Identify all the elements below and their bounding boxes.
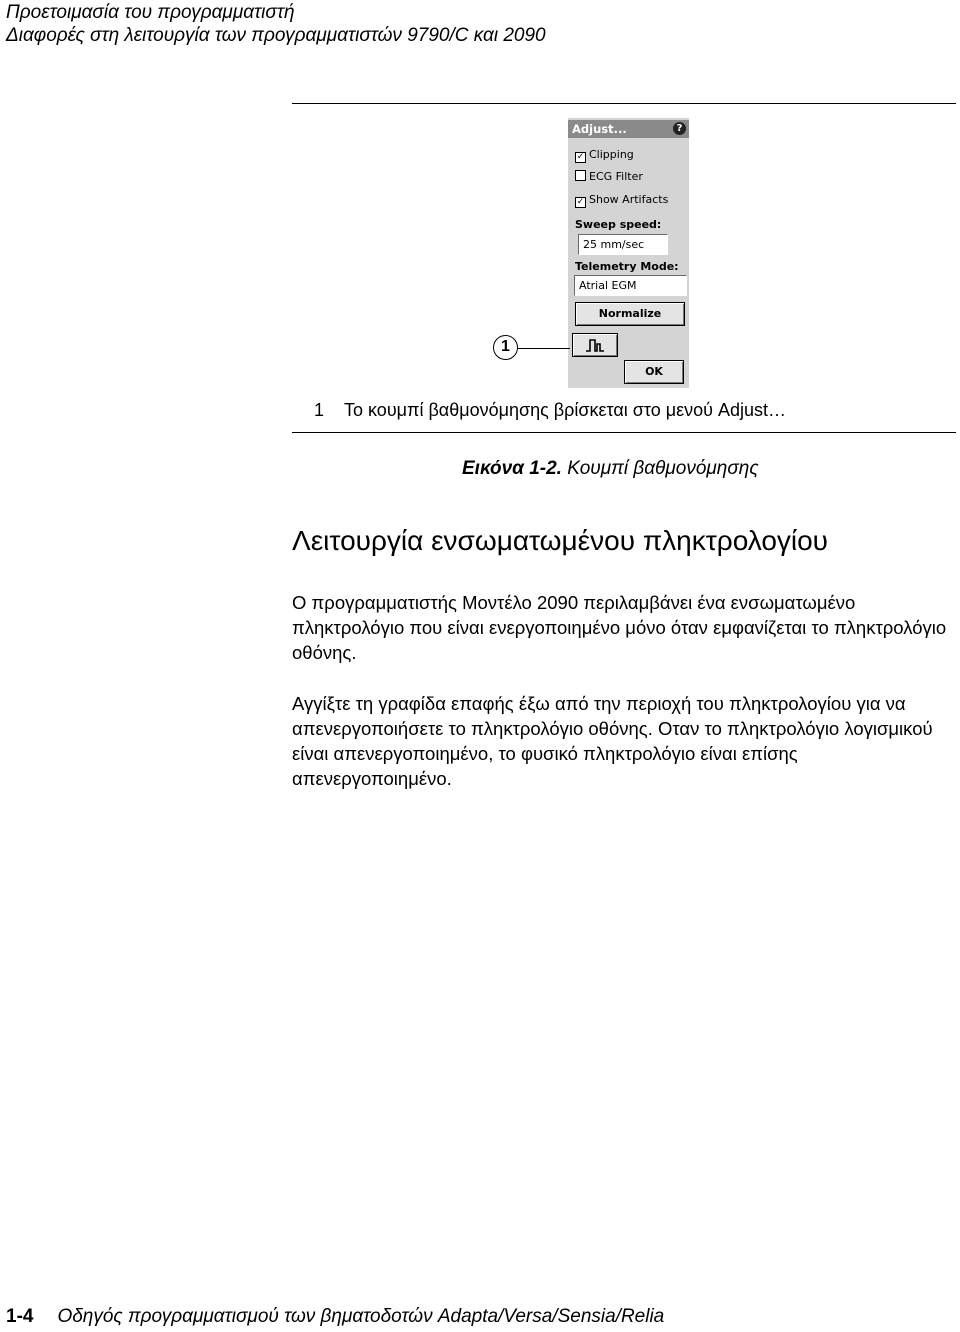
help-icon[interactable]: ? (673, 122, 686, 135)
dialog-title: Adjust... (572, 122, 627, 136)
footer-title: Οδηγός προγραμματισμού των βηματοδοτών Adapta/Versa/Sensia/Relia (57, 1306, 665, 1327)
ok-button[interactable]: OK (624, 360, 684, 384)
checkbox-label: Show Artifacts (589, 193, 669, 206)
body-paragraph-2: Αγγίξτε τη γραφίδα επαφής έξω από την περιοχή του πληκτρολογίου για να απενεργοποιήσετε το πληκτρολόγιο οθόνης. Οταν το πληκτρολόγιο λογισμικού είναι απενεργοποιημένο, το φυσικό πληκτρολόγιο είναι επίσης απενεργοποιημένο. (292, 693, 933, 789)
figure-caption-item (314, 400, 786, 421)
show-artifacts-checkbox[interactable] (575, 193, 668, 208)
checkbox-checked-icon: ✓ (576, 152, 585, 162)
callout-leader-line (518, 348, 570, 349)
ecg-filter-checkbox[interactable] (575, 170, 643, 183)
telemetry-mode-select[interactable]: Atrial EGM (574, 275, 687, 296)
body-paragraph-1: Ο προγραμματιστής Μοντέλο 2090 περιλαμβάνει ένα ενσωματωμένο πληκτρολόγιο που είναι ενεργοποιημένο μόνο όταν εμφανίζεται το πληκτρολόγιο οθόνης. (292, 592, 947, 663)
sweep-speed-label: Sweep speed: (575, 218, 662, 231)
header-section-title: Διαφορές στη λειτουργία των προγραμματιστών 9790/C και 2090 (6, 25, 546, 46)
figure-title-text: Κουμπί βαθμονόμησης (567, 458, 759, 479)
normalize-button[interactable]: Normalize (575, 302, 685, 326)
checkbox-checked-icon: ✓ (576, 197, 585, 207)
checkbox-unchecked-icon (575, 170, 586, 181)
figure-top-rule (292, 103, 956, 104)
dialog-title-bar (568, 120, 689, 138)
calibration-pulse-icon (585, 337, 605, 353)
page-footer (6, 1306, 664, 1328)
clipping-checkbox[interactable] (575, 148, 634, 163)
header-chapter-title: Προετοιμασία του προγραμματιστή (6, 2, 295, 23)
checkbox-label: Clipping (589, 148, 634, 161)
adjust-dialog (568, 118, 689, 388)
page-number: 1-4 (6, 1306, 34, 1327)
figure-label: Εικόνα 1-2. (462, 458, 562, 479)
caption-number: 1 (314, 400, 325, 420)
callout-number: 1 (493, 335, 518, 360)
figure-title (462, 458, 759, 480)
figure-bottom-rule (292, 432, 956, 433)
telemetry-mode-label: Telemetry Mode: (575, 260, 679, 273)
calibration-button[interactable] (572, 333, 618, 357)
caption-text: Το κουμπί βαθμονόμησης βρίσκεται στο μενού Adjust… (344, 400, 787, 420)
section-heading: Λειτουργία ενσωματωμένου πληκτρολογίου (292, 525, 828, 556)
checkbox-label: ECG Filter (589, 170, 643, 183)
sweep-speed-select[interactable]: 25 mm/sec (578, 234, 668, 255)
